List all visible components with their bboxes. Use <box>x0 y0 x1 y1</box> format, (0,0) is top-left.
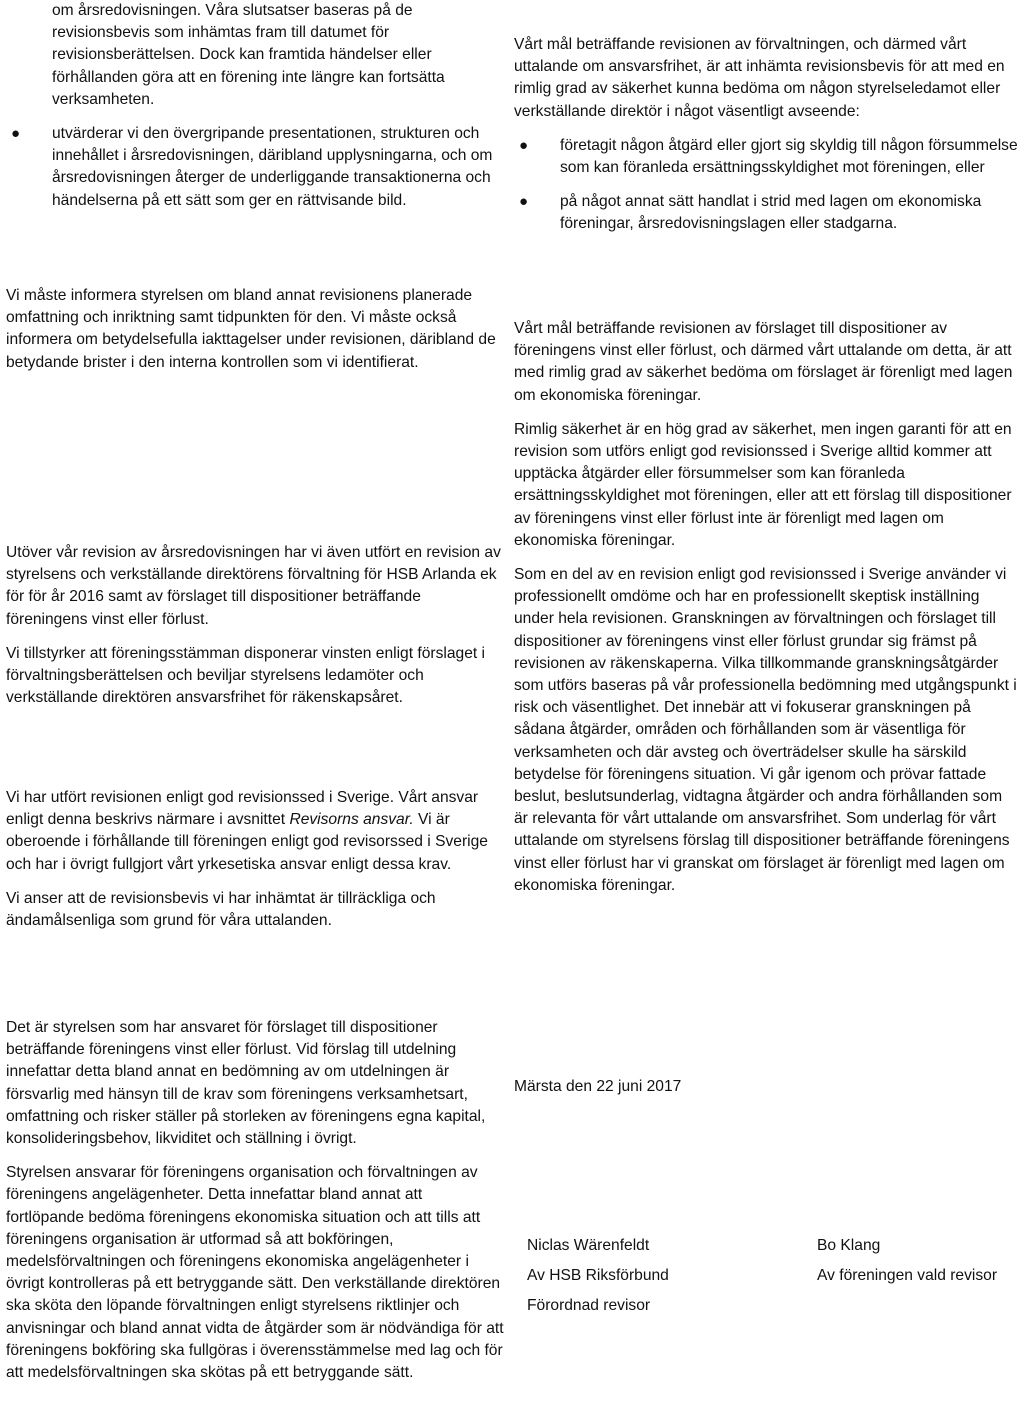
bullet-dot-icon: ● <box>519 136 529 154</box>
board-paragraph: Det är styrelsen som har ansvaret för förslaget till dispositioner beträffande föreningens vinst eller förlust. Vid förslag till utdelning innefattar detta bland annat en bedömning av om utdelningen är försvarlig med hänsyn till de krav som föreningens verksamhetsart, omfattning och risker ställer på storleken av föreningens egna kapital, konsolideringsbehov, likviditet och ställning i övrigt. <box>6 1019 486 1148</box>
goal-intro-paragraph: Vårt mål beträffande revisionen av förvaltningen, och därmed vårt uttalande om ansvarsfrihet, är att inhämta revisionsbevis för att med en rimlig grad av säkerhet kunna bedöma om någon styrelseledamot eller verkställande direktör i något väsentligt avseende: <box>514 36 1005 120</box>
bullet-text: utvärderar vi den övergripande presentationen, strukturen och innehållet i årsredovisningen, däribland upplysningarna, och om årsredovisningen återger de underliggande transaktionerna och händelserna på ett sätt som ger en rättvisande bild. <box>52 125 493 209</box>
signatory-block <box>527 1231 669 1321</box>
place-date: Märsta den 22 juni 2017 <box>514 1078 682 1095</box>
goal-bullet-list <box>514 135 1018 236</box>
basis-text-start: Vi har utfört revisionen enligt god revisionssed i Sverige. Vårt ansvar enligt denna beskrivs närmare i avsnittet <box>6 789 479 829</box>
management-audit-goal-section <box>514 34 1018 236</box>
evidence-paragraph: Vi anser att de revisionsbevis vi har inhämtat är tillräckliga och ändamålsenliga som grund för våra uttalanden. <box>6 889 436 930</box>
signatory-organization: Av HSB Riksförbund <box>527 1267 669 1284</box>
opinion-paragraph: Utöver vår revision av årsredovisningen har vi även utfört en revision av styrelsens och verkställande direktörens förvaltning för HSB Arlanda ek för för år 2016 samt av förslaget till dispositioner beträffande föreningens vinst eller förlust. <box>6 544 501 628</box>
signatory-organization: Av föreningen vald revisor <box>817 1267 998 1284</box>
audit-procedures-paragraph: Som en del av en revision enligt god revisionssed i Sverige använder vi professionellt omdöme och har en professionellt skeptisk inställning under hela revisionen. Granskningen av förvaltningen och förslaget till dispositioner av föreningens vinst eller förlust grundar sig främst på revisionen av räkenskaperna. Vilka tillkommande granskningsåtgärder som utförs baseras på vår professionella bedömning med utgångspunkt i risk och väsentlighet. Det innebär att vi fokuserar granskningen på sådana åtgärder, områden och förhållanden som är väsentliga för verksamheten och där avsteg och överträdelser skulle ha särskild betydelse för föreningens situation. Vi går igenom och prövar fattade beslut, beslutsunderlag, vidtagna åtgärder och andra förhållanden som är relevanta för vårt uttalande om ansvarsfrihet. Som underlag för vårt uttalande om styrelsens förslag till dispositioner beträffande föreningens vinst eller förlust har vi granskat om förslaget är förenligt med lagen om ekonomiska föreningar. <box>514 566 1017 894</box>
bullet-text: på något annat sätt handlat i strid med lagen om ekonomiska föreningar, årsredovisningslagen eller stadgarna. <box>560 193 982 233</box>
bullet-dot-icon: ● <box>11 125 21 143</box>
bullet-text: företagit någon åtgärd eller gjort sig skyldig till någon försummelse som kan föranleda ersättningsskyldighet mot föreningen, eller <box>560 136 1018 177</box>
recommendation-paragraph: Vi tillstyrker att föreningsstämman disponerar vinsten enligt förslaget i förvaltningsberättelsen och beviljar styrelsens ledamöter och verkställande direktören ansvarsfrihet för räkenskapsåret. <box>6 644 486 707</box>
proposal-audit-section <box>514 318 1018 897</box>
proposal-goal-paragraph: Vårt mål beträffande revisionen av förslaget till dispositioner av föreningens vinst eller förlust, och därmed vårt uttalande om detta, är att med rimlig grad av säkerhet bedöma om förslaget är förenligt med lagen om ekonomiska föreningar. <box>514 320 1013 404</box>
continuation-paragraph: om årsredovisningen. Våra slutsatser baseras på de revisionsbevis som inhämtas fram till datumet för revisionsberättelsen. Dock kan framtida händelser eller förhållanden göra att en förening inte längre kan fortsätta verksamheten. <box>52 2 445 108</box>
basis-section-reference: Revisorns ansvar. <box>289 811 414 829</box>
presentation-bullet-list <box>6 123 504 212</box>
signatory-name: Niclas Wärenfeldt <box>527 1237 650 1254</box>
basis-section <box>6 787 504 932</box>
bullet-dot-icon: ● <box>519 193 529 211</box>
signatory-role: Förordnad revisor <box>527 1297 651 1314</box>
signatory-block <box>817 1231 997 1291</box>
basis-paragraph <box>6 787 504 876</box>
inform-board-paragraph: Vi måste informera styrelsen om bland annat revisionens planerade omfattning och inriktning samt tidpunkten för den. Vi måste också informera om betydelsefulla iakttagelser under revisionen, däribland de betydande brister i den interna kontrollen som vi identifierat. <box>6 287 496 371</box>
reasonable-assurance-paragraph: Rimlig säkerhet är en hög grad av säkerhet, men ingen garanti för att en revision som utförs enligt god revisionssed i Sverige alltid kommer att upptäcka åtgärder eller försummelser som kan föranleda ersättningsskyldighet mot föreningen, eller att ett förslag till dispositioner av föreningens vinst eller förlust inte är förenligt med lagen om ekonomiska föreningar. <box>514 420 1012 549</box>
board-paragraph: Styrelsen ansvarar för föreningens organisation och förvaltningen av föreningens angelägenheter. Detta innefattar bland annat att fortlöpande bedöma föreningens ekonomiska situation och att tills att föreningens organisation är utformad så att bokföringen, medelsförvaltningen och föreningens ekonomiska angelägenheter i övrigt kontrolleras på ett betryggande sätt. Den verkställande direktören ska sköta den löpande förvaltningen enligt styrelsens riktlinjer och anvisningar och bland annat vidta de åtgärder som är nödvändiga för att föreningens bokföring ska fullgöras i överensstämmelse med lag och för att medelsförvaltningen ska skötas på ett betryggande sätt. <box>6 1164 504 1382</box>
top-continuation-section <box>6 0 504 212</box>
signatory-name: Bo Klang <box>817 1237 881 1254</box>
bullet-item <box>514 191 1018 235</box>
board-responsibility-section <box>6 1017 504 1384</box>
bullet-item <box>6 123 504 212</box>
opinion-section <box>6 542 504 709</box>
basis-text-end: Vi är oberoende i förhållande till föreningen enligt god revisorssed i Sverige och har i övrigt fullgjort vårt yrkesetiska ansvar enligt dessa krav. <box>6 811 488 873</box>
bullet-item <box>514 135 1018 179</box>
